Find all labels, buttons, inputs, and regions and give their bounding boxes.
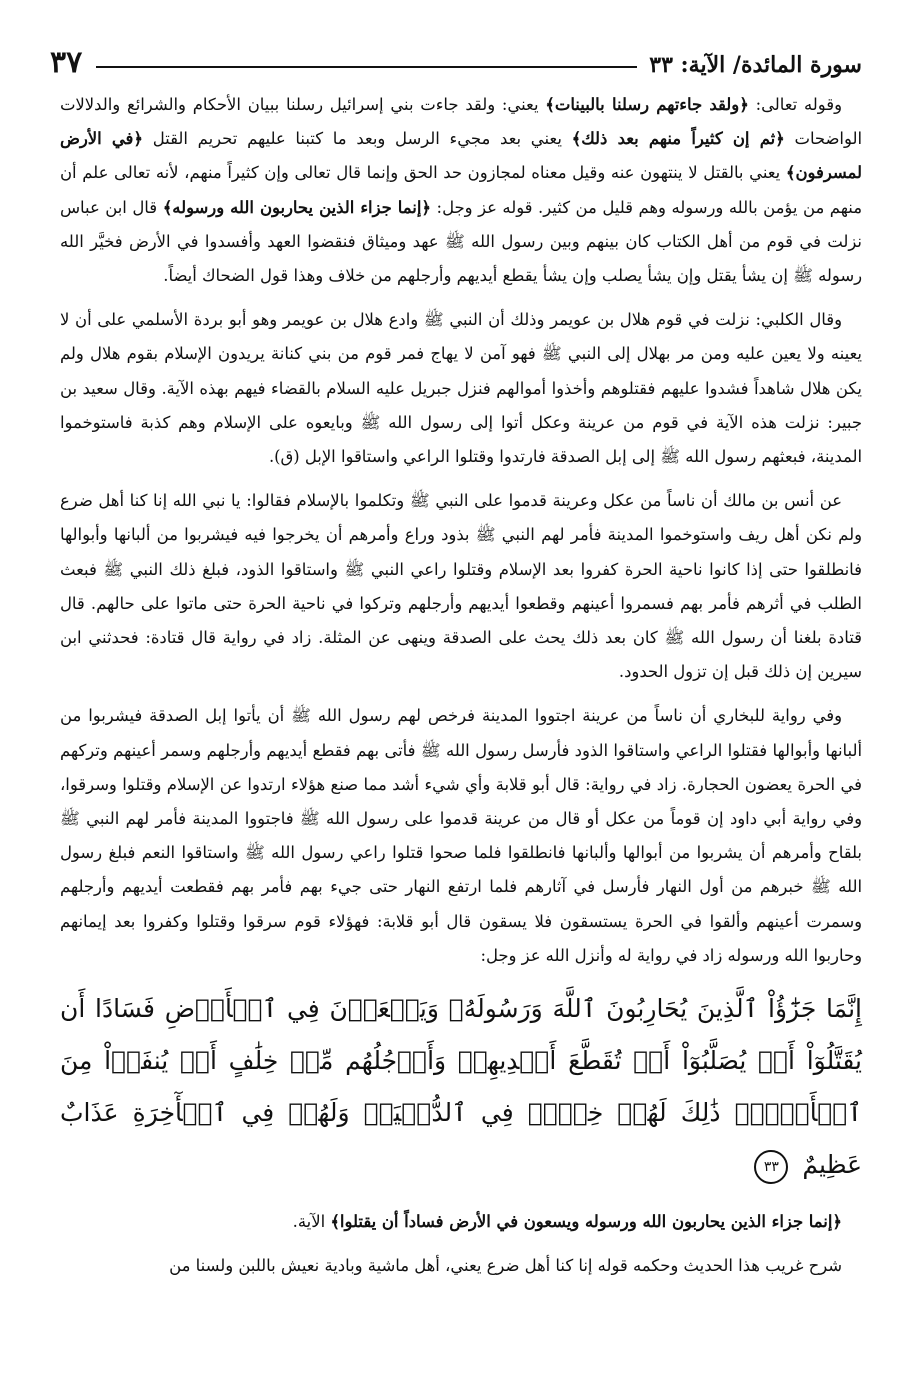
running-title: سورة المائدة/ الآية: ٣٣ (649, 52, 862, 78)
paragraph (60, 484, 862, 689)
quoted-verse: ﴿في الأرض لمسرفون﴾ (60, 129, 862, 183)
paragraph (60, 699, 862, 973)
paragraphs (60, 88, 862, 973)
paragraph (60, 88, 862, 293)
quran-verse (60, 983, 862, 1191)
text-segment: يعني بعد مجيء الرسل وبعد ما كتبنا عليهم تحريم القتل (142, 129, 572, 149)
text-segment: وفي رواية للبخاري أن ناساً من عرينة اجتووا المدينة فرخص لهم رسول الله ﷺ أن يأتوا إبل الصدقة فيشربوا من ألبانها وأبوالها فقتلوا الراعي واستاقوا الذود فأرسل رسول الله ﷺ فأتى بهم فقطع أيديهم وأرجلهم وسمر أعينهم وتركهم في الحرة يعضون الحجارة. زاد في رواية: قال أبو قلابة وأي شيء أشد مما صنع هؤلاء ارتدوا عن الإسلام وقتلوا وسرقوا، وفي رواية أبي داود إن قوماً من عكل أو قال من عرينة قدموا على رسول الله ﷺ فاجتووا المدينة فأمر لهم النبي ﷺ بلقاح وأمرهم أن يشربوا من أبوالها وألبانها فانطلقوا فلما صحوا قتلوا راعي رسول الله ﷺ واستاقوا النعم فبلغ رسول الله ﷺ خبرهم من أول النهار فأرسل في آثارهم فلما ارتفع النهار حتى جيء بهم فأمر بهم فقطعت أيديهم وأرجلهم وسمرت أعينهم وألقوا في الحرة يستسقون فلا يسقون قال أبو قلابة: فهؤلاء قوم سرقوا وقتلوا وكفروا بعد إيمانهم وحاربوا الله ورسوله زاد في رواية له وأنزل الله عز وجل: (60, 706, 862, 965)
page-body (60, 88, 862, 1293)
text-segment: شرح غريب هذا الحديث وحكمه قوله إنا كنا أهل ضرع يعني، أهل ماشية وبادية نعيش باللبن ولسنا من (169, 1256, 842, 1276)
text-segment: قال ابن عباس نزلت في قوم من أهل الكتاب كان بينهم وبين رسول الله ﷺ عهد وميثاق فنقضوا العهد وأفسدوا في الأرض فخيَّر الله رسوله ﷺ إن يشأ يقتل وإن يشأ يصلب وإن يشأ يقطع أيديهم وأرجلهم من خلاف وهذا قول الضحاك أيضاً. (60, 197, 862, 286)
header-rule (96, 66, 637, 68)
text-segment: الآية. (292, 1212, 331, 1232)
text-segment: وقوله تعالى: (748, 95, 842, 114)
text-segment: وقال الكلبي: نزلت في قوم هلال بن عويمر وذلك أن النبي ﷺ وادع هلال بن عويمر وهو أبو بردة الأسلمي على أن لا يعينه ولا يعين عليه ومن مر بهلال إلى النبي ﷺ فهو آمن لا يهاج فمر قوم من بني كنانة يريدون الإسلام بقوم هلال ولم يكن هلال شاهداً فشدوا عليهم فقتلوهم وأخذوا أموالهم فنزل جبريل عليه السلام بالقضاء فيهم بهذه الآية. وقال سعيد بن جبير: نزلت هذه الآية في قوم من عرينة وعكل أتوا إلى رسول الله ﷺ وبايعوه على الإسلام وهم كذبة فاستوخموا المدينة، فبعثهم رسول الله ﷺ إلى إبل الصدقة فارتدوا وقتلوا الراعي واستاقوا الإبل (ق). (60, 310, 862, 467)
after-verse (60, 1205, 862, 1283)
text-segment: يعني: ولقد جاءت بني إسرائيل رسلنا ببيان الأحكام والشرائع والدلالات الواضحات (60, 95, 862, 149)
page-number: ٣٧ (50, 45, 83, 80)
paragraph (60, 1249, 862, 1283)
verse-text: إِنَّمَا جَزَٰٓؤُاْ ٱلَّذِينَ يُحَارِبُونَ ٱللَّهَ وَرَسُولَهُۥ وَيَسۡعَوۡنَ فِي ٱلۡأَرۡضِ فَسَادًا أَن يُقَتَّلُوٓاْ أَوۡ يُصَلَّبُوٓاْ أَوۡ تُقَطَّعَ أَيۡدِيهِمۡ وَأَرۡجُلُهُم مِّنۡ خِلَٰفٍ أَوۡ يُنفَوۡاْ مِنَ ٱلۡأَرۡضِۚ ذَٰلِكَ لَهُمۡ خِزۡيٞ فِي ٱلدُّنۡيَاۖ وَلَهُمۡ فِي ٱلۡأٓخِرَةِ عَذَابٌ عَظِيمٌ (60, 994, 862, 1180)
quoted-verse: ﴿إنما جزاء الذين يحاربون الله ورسوله ويسعون في الأرض فساداً أن يقتلوا﴾ (330, 1212, 842, 1232)
paragraph (60, 1205, 862, 1239)
text-segment: عن أنس بن مالك أن ناساً من عكل وعرينة قدموا على النبي ﷺ وتكلموا بالإسلام فقالوا: يا نبي الله إنا كنا أهل ضرع ولم نكن أهل ريف واستوخموا المدينة فأمر لهم النبي ﷺ بذود وراع وأمرهم أن يخرجوا فيه فيشربوا من ألبانها وأبوالها فانطلقوا حتى إذا كانوا ناحية الحرة كفروا بعد الإسلام وقتلوا راعي النبي ﷺ واستاقوا الذود، فبلغ ذلك النبي ﷺ فبعث الطلب في أثرهم فأمر بهم فسمروا أعينهم وقطعوا أيديهم وأرجلهم وتركوا في ناحية الحرة حتى ماتوا على حالهم. قال قتادة بلغنا أن رسول الله ﷺ كان بعد ذلك يحث على الصدقة وينهى عن المثلة. زاد في رواية قال قتادة: فحدثني ابن سيرين إن ذلك قبل إن تزول الحدود. (60, 491, 862, 682)
page-header (50, 36, 862, 78)
quoted-verse: ﴿ثم إن كثيراً منهم بعد ذلك﴾ (571, 129, 785, 149)
quoted-verse: ﴿ولقد جاءتهم رسلنا بالبينات﴾ (545, 95, 749, 114)
ayah-number-marker: ٣٣ (754, 1150, 788, 1184)
text-segment: يعني بالقتل لا ينتهون عنه وقيل معناه لمجازون حد الحق وإنما قال تعالى وإن كثيراً منهم، لأنه تعالى علم أن منهم من يؤمن بالله ورسوله وهم قليل من كثير. قوله عز وجل: (60, 163, 862, 217)
paragraph (60, 303, 862, 474)
quoted-verse: ﴿إنما جزاء الذين يحاربون الله ورسوله﴾ (162, 197, 431, 217)
